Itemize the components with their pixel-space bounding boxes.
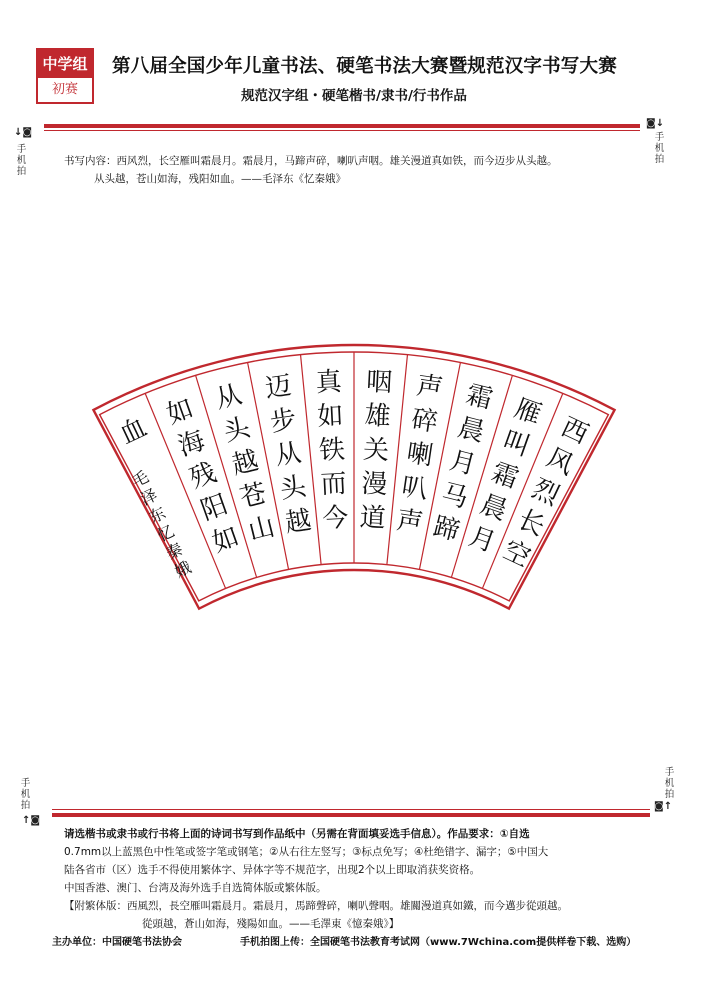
fan-character: 霜 xyxy=(463,379,496,416)
fan-character: 咽 xyxy=(365,367,394,399)
fan-writing-area xyxy=(0,300,708,640)
traditional-version-line-1: 【附繁体版：西風烈，長空雁叫霜晨月。霜晨月，馬蹄聲碎，喇叭聲咽。雄關漫道真如鐵，而今邁步從頭越。 xyxy=(64,900,568,912)
arrow-down-icon: ↓ xyxy=(14,127,23,138)
phone-photo-label-bottom-left: 手机拍 xyxy=(20,778,31,811)
fan-character: 西 xyxy=(556,412,593,451)
fan-character: 雄 xyxy=(363,400,392,433)
fan-character: 铁 xyxy=(318,434,346,467)
fan-character: 霜 xyxy=(487,457,523,495)
requirements-line-3: 陆各省市（区）选手不得使用繁体字、异体字等不规范字，出现2个以上即取消获奖资格。 xyxy=(64,864,481,876)
fan-character: 晨 xyxy=(476,489,511,527)
camera-marker-top-right xyxy=(646,118,664,129)
fan-character: 漫 xyxy=(360,468,389,501)
fan-character: 头 xyxy=(278,471,309,506)
camera-icon: ◙ xyxy=(30,815,41,826)
fan-character: 叫 xyxy=(499,425,534,463)
fan-character: 如 xyxy=(208,521,244,559)
fan-character: 血 xyxy=(115,412,152,451)
writing-content xyxy=(64,152,664,188)
fan-signature-character: 忆 xyxy=(154,521,178,546)
camera-marker-bottom-left xyxy=(22,815,40,826)
fan-signature-character: 毛 xyxy=(129,466,152,491)
fan-character: 碎 xyxy=(409,404,440,438)
requirements xyxy=(64,825,674,933)
fan-character: 而 xyxy=(319,468,348,501)
requirements-line-1: 请选楷书或隶书或行书将上面的诗词书写到作品纸中（另需在背面填妥选手信息）。作品要求：①自选 xyxy=(64,828,530,840)
arrow-up-icon: ↑ xyxy=(22,815,31,826)
group-label: 中学组 xyxy=(38,50,92,78)
fan-character: 风 xyxy=(541,442,579,482)
camera-icon: ◙ xyxy=(22,127,33,138)
fan-character: 道 xyxy=(358,502,387,535)
fan-character: 越 xyxy=(283,505,314,539)
organizer: 主办单位：中国硬笔书法协会 xyxy=(52,937,182,948)
fan-character: 长 xyxy=(512,504,550,543)
fan-character: 马 xyxy=(438,478,471,515)
top-divider-thin xyxy=(44,130,640,131)
fan-character: 晨 xyxy=(454,412,488,449)
fan-character: 越 xyxy=(228,445,262,482)
camera-marker-top-left xyxy=(14,127,32,138)
requirements-line-2: 0.7mm以上蓝黑色中性笔或签字笔或钢笔；②从右往左竖写；③标点免写；④杜绝错字、漏字；⑤中国大 xyxy=(64,846,549,858)
fan-character: 从 xyxy=(273,438,304,472)
arrow-up-icon: ↑ xyxy=(663,801,673,812)
writing-content-line-2: 从头越，苍山如海，残阳如血。——毛泽东《忆秦娥》 xyxy=(94,173,346,185)
upload-info: 手机拍图上传：全国硬笔书法教育考试网（www.7Wchina.com提供样卷下载、选购） xyxy=(240,937,637,948)
phone-photo-label-bottom-right: 手机拍 xyxy=(664,767,675,800)
fan-character: 关 xyxy=(362,434,390,467)
fan-character: 真 xyxy=(314,367,343,399)
fan-character: 月 xyxy=(464,521,500,559)
fan-character: 从 xyxy=(212,379,245,416)
fan-character: 残 xyxy=(185,457,221,495)
fan-character: 声 xyxy=(394,505,425,539)
fan-character: 雁 xyxy=(510,393,546,431)
fan-signature-character: 娥 xyxy=(171,557,195,582)
round-label: 初赛 xyxy=(51,82,78,97)
fan-signature-character: 秦 xyxy=(163,539,186,564)
fan-character: 空 xyxy=(498,535,535,574)
fan-character: 叭 xyxy=(399,471,430,506)
camera-marker-bottom-right xyxy=(654,801,672,812)
page-subtitle: 规范汉字组・硬笔楷书/隶书/行书作品 xyxy=(241,88,467,104)
fan-character: 头 xyxy=(220,412,254,449)
writing-content-label: 书写内容： xyxy=(64,155,117,167)
page-title: 第八届全国少年儿童书法、硬笔书法大赛暨规范汉字书写大赛 xyxy=(112,56,617,77)
phone-photo-label-top-right: 手机拍 xyxy=(654,132,665,165)
fan-character: 月 xyxy=(446,445,480,482)
fan-character: 阳 xyxy=(197,489,232,527)
fan-signature-character: 东 xyxy=(146,503,169,528)
fan-character: 如 xyxy=(316,400,345,433)
fan-signature-character: 泽 xyxy=(137,484,161,509)
fan-character: 迈 xyxy=(263,370,294,405)
camera-icon: ◙ xyxy=(646,118,656,129)
top-divider xyxy=(44,124,640,128)
phone-photo-label-top-left: 手机拍 xyxy=(16,144,27,177)
fan-character: 海 xyxy=(174,425,209,463)
fan-character: 声 xyxy=(414,370,445,405)
bottom-divider-thin xyxy=(52,809,650,810)
fan-character: 如 xyxy=(162,393,198,431)
fan-character: 步 xyxy=(268,404,299,438)
camera-icon: ◙ xyxy=(654,801,664,812)
requirements-line-4: 中国香港、澳门、台湾及海外选手自选简体版或繁体版。 xyxy=(64,882,327,894)
fan-character: 蹄 xyxy=(430,511,463,548)
fan-character: 烈 xyxy=(527,473,564,512)
fan-character: 今 xyxy=(321,502,350,535)
fan-character: 苍 xyxy=(237,478,270,515)
arrow-down-icon: ↓ xyxy=(655,118,665,129)
fan-character: 喇 xyxy=(404,438,435,472)
writing-content-line-1: 西风烈，长空雁叫霜晨月。霜晨月，马蹄声碎，喇叭声咽。雄关漫道真如铁，而今迈步从头越。 xyxy=(116,155,558,167)
traditional-version-line-2: 從頭越，蒼山如海，殘陽如血。——毛澤東《憶秦娥》】 xyxy=(142,918,400,930)
bottom-divider xyxy=(52,813,650,817)
fan-character: 山 xyxy=(245,511,278,548)
